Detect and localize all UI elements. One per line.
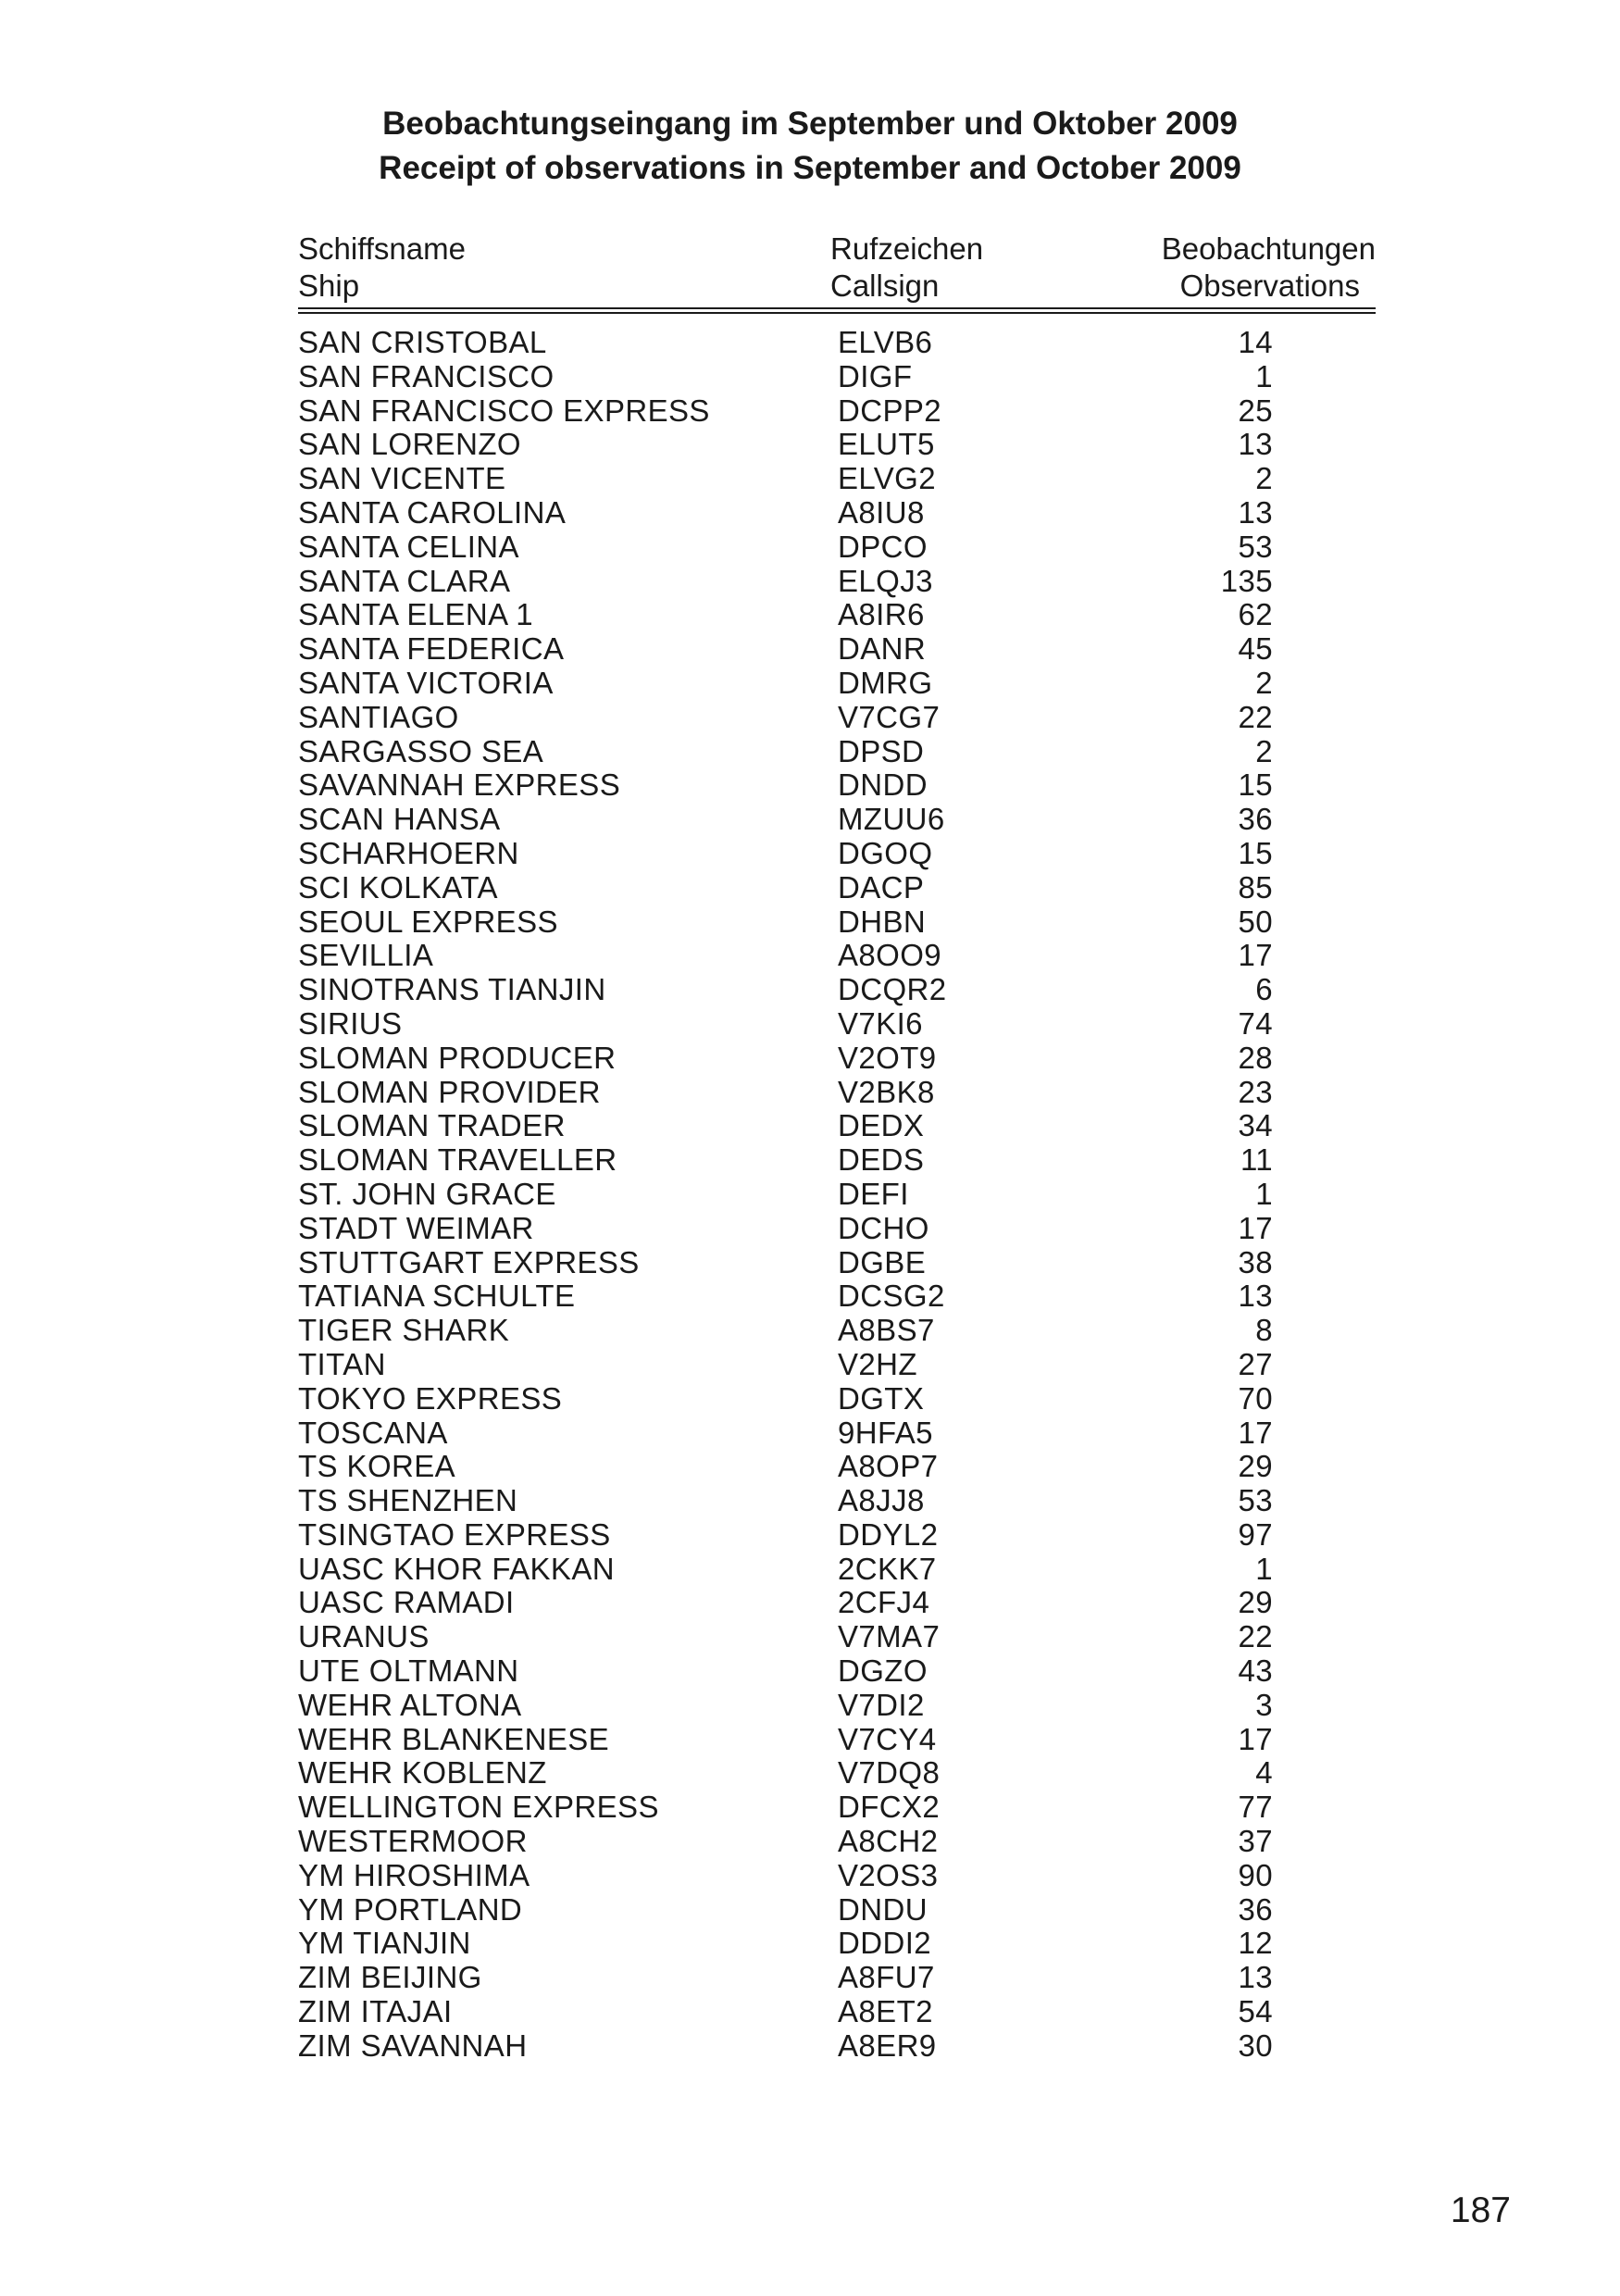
table-row — [298, 1076, 1376, 1110]
observations-cell: 17 — [1238, 1415, 1273, 1450]
callsign-cell: DPSD — [838, 733, 925, 768]
callsign-cell: DMRG — [838, 665, 933, 700]
observations-cell: 2 — [1255, 733, 1273, 768]
header-rule — [298, 312, 1376, 314]
ship-name-cell: ZIM BEIJING — [298, 1960, 482, 1995]
ship-name-cell: ST. JOHN GRACE — [298, 1176, 556, 1211]
ship-name-cell: SAN CRISTOBAL — [298, 325, 547, 359]
observations-cell: 45 — [1238, 631, 1273, 667]
table-row — [298, 394, 1376, 429]
ship-name-cell: STUTTGART EXPRESS — [298, 1244, 640, 1279]
callsign-cell: V7MA7 — [838, 1619, 941, 1654]
callsign-cell: V7CY4 — [838, 1721, 937, 1756]
callsign-cell: A8ER9 — [838, 2028, 937, 2063]
observations-cell: 77 — [1238, 1790, 1273, 1825]
table-row — [298, 1518, 1376, 1553]
observations-cell: 25 — [1238, 393, 1273, 428]
table-row — [298, 735, 1376, 769]
observations-cell: 36 — [1238, 802, 1273, 837]
ship-name-cell: SINOTRANS TIANJIN — [298, 972, 606, 1007]
observations-cell: 54 — [1238, 1994, 1273, 2029]
ship-name-cell: WEHR KOBLENZ — [298, 1755, 547, 1791]
callsign-cell: DGOQ — [838, 835, 933, 870]
table-row — [298, 768, 1376, 803]
observations-cell: 43 — [1238, 1653, 1273, 1689]
table-row — [298, 1859, 1376, 1893]
ship-name-cell: SAN LORENZO — [298, 427, 521, 462]
ship-name-cell: SANTA ELENA 1 — [298, 597, 534, 632]
ship-name-cell: SANTA VICTORIA — [298, 665, 554, 700]
callsign-cell: V7DQ8 — [838, 1755, 941, 1791]
ship-name-cell: SLOMAN PRODUCER — [298, 1040, 617, 1075]
callsign-cell: DEFI — [838, 1176, 909, 1211]
ship-name-cell: SAN FRANCISCO — [298, 358, 555, 393]
ship-name-cell: YM HIROSHIMA — [298, 1857, 530, 1892]
observations-cell: 37 — [1238, 1824, 1273, 1859]
observations-cell: 13 — [1238, 1279, 1273, 1314]
observations-cell: 17 — [1238, 938, 1273, 973]
observations-cell: 90 — [1238, 1857, 1273, 1892]
table-row — [298, 1042, 1376, 1076]
table-row — [298, 1791, 1376, 1825]
observations-cell: 27 — [1238, 1346, 1273, 1381]
table-row — [298, 1927, 1376, 1961]
callsign-cell: A8FU7 — [838, 1960, 935, 1995]
ship-name-cell: SLOMAN PROVIDER — [298, 1074, 601, 1109]
ship-name-cell: SLOMAN TRADER — [298, 1108, 566, 1143]
observations-cell: 2 — [1255, 665, 1273, 700]
callsign-cell: 2CFJ4 — [838, 1585, 930, 1620]
ship-name-cell: SCHARHOERN — [298, 835, 519, 870]
ship-name-cell: TSINGTAO EXPRESS — [298, 1516, 611, 1552]
callsign-cell: DGTX — [838, 1380, 925, 1416]
observations-cell: 11 — [1240, 1142, 1273, 1178]
observations-cell: 38 — [1238, 1244, 1273, 1279]
observations-cell: 1 — [1255, 358, 1273, 393]
observations-cell: 29 — [1238, 1585, 1273, 1620]
table-header — [298, 231, 1376, 306]
callsign-cell: A8IR6 — [838, 597, 925, 632]
ship-name-cell: STADT WEIMAR — [298, 1210, 534, 1245]
table-row — [298, 1212, 1376, 1246]
header-ship-de: Schiffsname — [298, 231, 466, 266]
observations-cell: 135 — [1220, 563, 1273, 598]
table-row — [298, 1382, 1376, 1416]
table-row — [298, 462, 1376, 496]
callsign-cell: A8BS7 — [838, 1313, 935, 1348]
callsign-cell: DDDI2 — [838, 1926, 932, 1961]
observations-cell: 97 — [1238, 1516, 1273, 1552]
callsign-cell: ELUT5 — [838, 427, 935, 462]
header-observations-en: Observations — [1179, 268, 1360, 303]
table-row — [298, 598, 1376, 632]
table-row — [298, 1689, 1376, 1723]
table-row — [298, 1246, 1376, 1280]
callsign-cell: DGZO — [838, 1653, 928, 1689]
observations-cell: 22 — [1238, 1619, 1273, 1654]
table-row — [298, 360, 1376, 394]
callsign-cell: V2HZ — [838, 1346, 917, 1381]
table-row — [298, 837, 1376, 871]
observations-cell: 17 — [1238, 1210, 1273, 1245]
callsign-cell: DACP — [838, 869, 925, 905]
table-row — [298, 1553, 1376, 1587]
callsign-cell: V7CG7 — [838, 699, 941, 734]
table-row — [298, 939, 1376, 973]
observations-cell: 8 — [1255, 1313, 1273, 1348]
observations-cell: 13 — [1238, 427, 1273, 462]
observations-cell: 1 — [1255, 1176, 1273, 1211]
ship-name-cell: SAVANNAH EXPRESS — [298, 767, 621, 803]
callsign-cell: DDYL2 — [838, 1516, 939, 1552]
callsign-cell: DHBN — [838, 904, 927, 939]
observations-cell: 85 — [1238, 869, 1273, 905]
callsign-cell: DCQR2 — [838, 972, 947, 1007]
observations-cell: 34 — [1238, 1108, 1273, 1143]
header-ship-en: Ship — [298, 268, 360, 303]
observations-cell: 15 — [1238, 767, 1273, 803]
observations-cell: 1 — [1255, 1551, 1273, 1586]
table-row — [298, 1416, 1376, 1451]
table-row — [298, 1279, 1376, 1314]
ship-name-cell: WELLINGTON EXPRESS — [298, 1790, 659, 1825]
callsign-cell: DCSG2 — [838, 1279, 945, 1314]
ship-name-cell: TS KOREA — [298, 1449, 456, 1484]
ship-name-cell: SARGASSO SEA — [298, 733, 544, 768]
ship-name-cell: SANTIAGO — [298, 699, 459, 734]
ship-name-cell: SANTA CELINA — [298, 529, 519, 564]
table-row — [298, 1109, 1376, 1143]
observations-cell: 6 — [1255, 972, 1273, 1007]
header-observations-de: Beobachtungen — [1161, 231, 1376, 266]
observations-cell: 2 — [1255, 461, 1273, 496]
ship-name-cell: WEHR ALTONA — [298, 1687, 522, 1722]
ship-name-cell: WESTERMOOR — [298, 1824, 528, 1859]
table-row — [298, 1756, 1376, 1791]
page-number: 187 — [1450, 2190, 1511, 2230]
header-rule — [298, 307, 1376, 309]
callsign-cell: A8ET2 — [838, 1994, 933, 2029]
callsign-cell: A8JJ8 — [838, 1483, 925, 1518]
ship-name-cell: YM PORTLAND — [298, 1891, 523, 1927]
callsign-cell: A8OO9 — [838, 938, 942, 973]
ship-name-cell: ZIM ITAJAI — [298, 1994, 453, 2029]
ship-name-cell: YM TIANJIN — [298, 1926, 471, 1961]
ship-name-cell: SANTA FEDERICA — [298, 631, 565, 667]
observations-cell: 50 — [1238, 904, 1273, 939]
ship-name-cell: UTE OLTMANN — [298, 1653, 519, 1689]
table-row — [298, 326, 1376, 360]
observations-cell: 62 — [1238, 597, 1273, 632]
callsign-cell: DPCO — [838, 529, 928, 564]
callsign-cell: 2CKK7 — [838, 1551, 937, 1586]
observations-cell: 13 — [1238, 494, 1273, 530]
table-row — [298, 803, 1376, 837]
table-row — [298, 973, 1376, 1007]
table-row — [298, 428, 1376, 462]
table-row — [298, 1654, 1376, 1689]
table-row — [298, 565, 1376, 599]
ship-name-cell: SLOMAN TRAVELLER — [298, 1142, 617, 1178]
table-row — [298, 667, 1376, 701]
callsign-cell: DGBE — [838, 1244, 927, 1279]
observations-cell: 13 — [1238, 1960, 1273, 1995]
observations-cell: 22 — [1238, 699, 1273, 734]
ship-name-cell: TITAN — [298, 1346, 386, 1381]
table-row — [298, 1348, 1376, 1382]
ship-name-cell: WEHR BLANKENESE — [298, 1721, 610, 1756]
table-row — [298, 701, 1376, 735]
ship-name-cell: TATIANA SCHULTE — [298, 1279, 576, 1314]
table-row — [298, 1961, 1376, 1995]
observations-cell: 28 — [1238, 1040, 1273, 1075]
callsign-cell: A8IU8 — [838, 494, 925, 530]
observations-cell: 29 — [1238, 1449, 1273, 1484]
table-row — [298, 1143, 1376, 1178]
title-english: Receipt of observations in September and October 2009 — [379, 150, 1241, 186]
ship-name-cell: UASC RAMADI — [298, 1585, 515, 1620]
ship-name-cell: TOKYO EXPRESS — [298, 1380, 563, 1416]
callsign-cell: MZUU6 — [838, 802, 945, 837]
ship-name-cell: TIGER SHARK — [298, 1313, 510, 1348]
callsign-cell: 9HFA5 — [838, 1415, 933, 1450]
ship-name-cell: SEOUL EXPRESS — [298, 904, 558, 939]
table-row — [298, 1314, 1376, 1348]
table-row — [298, 1893, 1376, 1928]
ship-name-cell: SAN VICENTE — [298, 461, 506, 496]
table-row — [298, 1825, 1376, 1859]
callsign-cell: V2OT9 — [838, 1040, 937, 1075]
table-row — [298, 1620, 1376, 1654]
ship-name-cell: TOSCANA — [298, 1415, 448, 1450]
ship-name-cell: ZIM SAVANNAH — [298, 2028, 528, 2063]
observations-cell: 70 — [1238, 1380, 1273, 1416]
callsign-cell: V7KI6 — [838, 1005, 923, 1041]
table-body — [298, 326, 1376, 2064]
table-row — [298, 1995, 1376, 2029]
table-row — [298, 1007, 1376, 1042]
table-row — [298, 496, 1376, 530]
ship-name-cell: SAN FRANCISCO EXPRESS — [298, 393, 710, 428]
callsign-cell: ELQJ3 — [838, 563, 933, 598]
callsign-cell: A8OP7 — [838, 1449, 939, 1484]
callsign-cell: DEDX — [838, 1108, 925, 1143]
ship-name-cell: SANTA CAROLINA — [298, 494, 567, 530]
callsign-cell: V7DI2 — [838, 1687, 925, 1722]
ship-name-cell: SEVILLIA — [298, 938, 434, 973]
table-row — [298, 1723, 1376, 1757]
ship-name-cell: URANUS — [298, 1619, 430, 1654]
observations-cell: 3 — [1255, 1687, 1273, 1722]
ship-name-cell: TS SHENZHEN — [298, 1483, 518, 1518]
table-row — [298, 2029, 1376, 2064]
ship-name-cell: SIRIUS — [298, 1005, 403, 1041]
callsign-cell: DNDD — [838, 767, 928, 803]
table-row — [298, 1178, 1376, 1212]
table-row — [298, 1450, 1376, 1484]
ship-name-cell: SANTA CLARA — [298, 563, 511, 598]
page-title — [0, 102, 1620, 191]
ship-name-cell: UASC KHOR FAKKAN — [298, 1551, 615, 1586]
observations-cell: 15 — [1238, 835, 1273, 870]
header-callsign-de: Rufzeichen — [830, 231, 984, 266]
table-row — [298, 905, 1376, 940]
callsign-cell: ELVG2 — [838, 461, 936, 496]
observations-cell: 53 — [1238, 1483, 1273, 1518]
observations-cell: 30 — [1238, 2028, 1273, 2063]
observations-cell: 4 — [1255, 1755, 1273, 1791]
observations-cell: 53 — [1238, 529, 1273, 564]
ship-name-cell: SCAN HANSA — [298, 802, 501, 837]
callsign-cell: DNDU — [838, 1891, 928, 1927]
callsign-cell: DFCX2 — [838, 1790, 941, 1825]
table-row — [298, 871, 1376, 905]
table-row — [298, 1484, 1376, 1518]
observations-cell: 12 — [1238, 1926, 1273, 1961]
callsign-cell: DANR — [838, 631, 927, 667]
callsign-cell: V2OS3 — [838, 1857, 939, 1892]
observations-cell: 14 — [1238, 325, 1273, 359]
callsign-cell: DCHO — [838, 1210, 929, 1245]
callsign-cell: DEDS — [838, 1142, 925, 1178]
callsign-cell: V2BK8 — [838, 1074, 935, 1109]
observations-cell: 36 — [1238, 1891, 1273, 1927]
callsign-cell: ELVB6 — [838, 325, 933, 359]
table-row — [298, 1586, 1376, 1620]
callsign-cell: A8CH2 — [838, 1824, 939, 1859]
observations-cell: 17 — [1238, 1721, 1273, 1756]
header-callsign-en: Callsign — [830, 268, 940, 303]
observations-cell: 74 — [1238, 1005, 1273, 1041]
callsign-cell: DCPP2 — [838, 393, 942, 428]
table-row — [298, 530, 1376, 565]
title-german: Beobachtungseingang im September und Oktober 2009 — [382, 106, 1238, 142]
callsign-cell: DIGF — [838, 358, 913, 393]
observations-cell: 23 — [1238, 1074, 1273, 1109]
table-row — [298, 632, 1376, 667]
ship-name-cell: SCI KOLKATA — [298, 869, 498, 905]
